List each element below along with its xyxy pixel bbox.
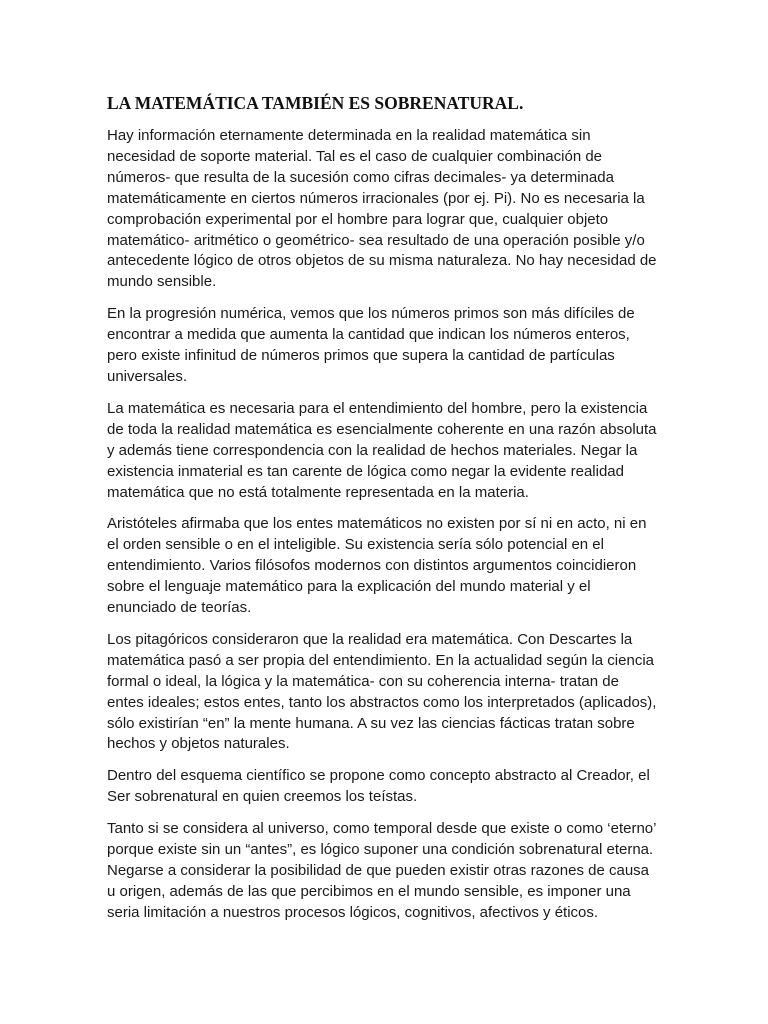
text-line: sobre el lenguaje matemático para la explicación del mundo material y el [107,578,591,596]
text-line: formal o ideal, la lógica y la matemática- con su coherencia interna- tratan de [107,672,619,690]
paragraph [107,630,667,755]
paragraph [107,126,667,293]
text-line: existencia inmaterial es tan carente de lógica como negar la evidente realidad [107,462,624,480]
paragraph [107,399,667,504]
text-line: entes ideales; estos entes, tanto los abstractos como los interpretados (aplicados), [107,693,657,711]
text-line: Tanto si se considera al universo, como temporal desde que existe o como ‘eterno’ [107,820,657,838]
text-line: el orden sensible o en el inteligible. Su existencia sería sólo potencial en el [107,536,604,554]
text-line: antecedente lógico de otros objetos de su misma naturaleza. No hay necesidad de [107,252,657,270]
document-body [107,126,667,935]
text-line: enunciado de teorías. [107,599,252,617]
text-line: u origen, además de las que percibimos en el mundo sensible, es imponer una [107,882,631,900]
text-line: Hay información eternamente determinada en la realidad matemática sin [107,127,591,144]
paragraph [107,304,667,388]
text-line: de toda la realidad matemática es esencialmente coherente en una razón absoluta [107,420,657,438]
text-line: Negarse a considerar la posibilidad de que pueden existir otras razones de causa [107,862,649,879]
document-title: LA MATEMÁTICA TAMBIÉN ES SOBRENATURAL. [107,93,524,113]
text-line: matemático- aritmético o geométrico- sea resultado de una operación posible y/o [107,231,645,249]
text-line: comprobación experimental por el hombre para lograr que, cualquier objeto [107,210,609,228]
text-line: hechos y objetos naturales. [107,735,290,753]
text-line: matemática pasó a ser propia del entendimiento. En la actualidad según la ciencia [107,651,655,669]
text-line: Aristóteles afirmaba que los entes matemáticos no existen por sí ni en acto, ni en [107,515,647,533]
text-line: y además tiene correspondencia con la realidad de hechos materiales. Negar la [107,441,638,459]
text-line: números- que resulta de la sucesión como cifras decimales- ya determinada [107,168,614,186]
text-line: encontrar a medida que aumenta la cantidad que indican los números enteros, [107,326,630,344]
paragraph [107,819,667,924]
text-line: entendimiento. Varios filósofos modernos con distintos argumentos coincidieron [107,557,637,575]
text-line: matemática que no está totalmente representada en la materia. [107,483,529,501]
text-line: matemáticamente en ciertos números irracionales (por ej. Pi). No es necesaria la [107,189,645,207]
text-line: seria limitación a nuestros procesos lógicos, cognitivos, afectivos y éticos. [107,903,599,921]
text-line: mundo sensible. [107,273,217,291]
text-line: En la progresión numérica, vemos que los números primos son más difíciles de [107,305,635,323]
text-line: Ser sobrenatural en quien creemos los teístas. [107,788,418,806]
paragraph [107,514,667,619]
text-line: porque existe sin un “antes”, es lógico suponer una condición sobrenatural eterna. [107,841,654,859]
text-line: Dentro del esquema científico se propone como concepto abstracto al Creador, el [107,767,650,785]
text-line: pero existe infinitud de números primos que supera la cantidad de partículas [107,347,615,365]
text-line: Los pitagóricos consideraron que la realidad era matemática. Con Descartes la [107,630,633,648]
paragraph [107,766,667,808]
text-line: La matemática es necesaria para el entendimiento del hombre, pero la existencia [107,399,648,417]
text-line: necesidad de soporte material. Tal es el caso de cualquier combinación de [107,147,603,165]
text-line: sólo existirían “en” la mente humana. A su vez las ciencias fácticas tratan sobre [107,714,635,732]
text-line: universales. [107,367,188,385]
